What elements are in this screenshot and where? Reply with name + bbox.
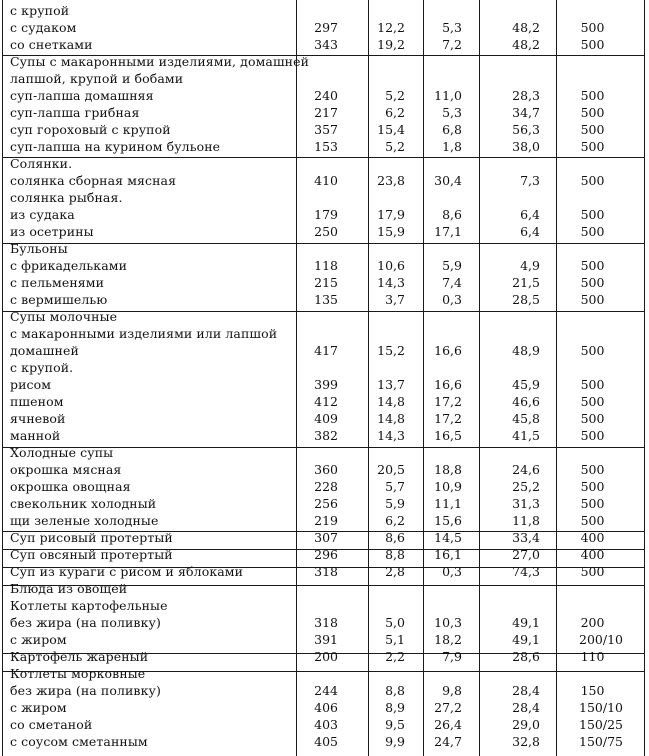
row-carbs: 4,9 [520, 258, 540, 273]
row-name: ячневой [10, 411, 66, 426]
row-name: без жира (на поливку) [10, 615, 161, 630]
row-kcal: 307 [314, 530, 338, 545]
row-name: со сметаной [10, 717, 93, 732]
row-kcal: 217 [314, 105, 338, 120]
row-protein: 5,2 [385, 139, 405, 154]
row-name: окрошка мясная [10, 462, 122, 477]
row-kcal: 357 [314, 122, 338, 137]
row-carbs: 56,3 [512, 122, 540, 137]
row-portion: 200 [580, 615, 605, 630]
row-name: свекольник холодный [10, 496, 157, 511]
row-carbs: 45,8 [512, 411, 540, 426]
row-fat: 17,1 [434, 224, 462, 239]
row-protein: 2,2 [385, 649, 405, 664]
row-name: Солянки. [10, 156, 73, 171]
row-protein: 6,2 [385, 513, 405, 528]
row-protein: 19,2 [377, 37, 405, 52]
row-kcal: 410 [314, 173, 338, 188]
group-rule [2, 243, 644, 244]
row-fat: 26,4 [434, 717, 462, 732]
row-portion: 150 [580, 683, 605, 698]
row-protein: 5,2 [385, 88, 405, 103]
row-carbs: 46,6 [512, 394, 540, 409]
row-portion: 500 [580, 20, 605, 35]
row-fat: 8,6 [442, 207, 462, 222]
row-name: солянка сборная мясная [10, 173, 177, 188]
row-kcal: 179 [314, 207, 338, 222]
row-name: Блюда из овощей [10, 581, 128, 596]
row-portion: 500 [580, 139, 605, 154]
row-portion: 500 [580, 377, 605, 392]
row-name: щи зеленые холодные [10, 513, 159, 528]
row-protein: 8,9 [385, 700, 405, 715]
row-fat: 18,8 [434, 462, 462, 477]
row-name: Бульоны [10, 241, 68, 256]
row-carbs: 28,3 [512, 88, 540, 103]
row-carbs: 49,1 [512, 615, 540, 630]
row-portion: 150/25 [579, 717, 623, 732]
row-fat: 24,7 [434, 734, 462, 749]
row-fat: 5,3 [442, 105, 462, 120]
row-portion: 500 [580, 207, 605, 222]
row-name: Суп из кураги с рисом и яблоками [10, 564, 244, 579]
row-protein: 2,8 [385, 564, 405, 579]
row-carbs: 34,7 [512, 105, 540, 120]
row-kcal: 200 [314, 649, 338, 664]
row-name: Суп овсяный протертый [10, 547, 173, 562]
row-name: Супы с макаронными изделиями, домашней [10, 54, 310, 69]
row-protein: 9,9 [385, 734, 405, 749]
row-protein: 15,2 [377, 343, 405, 358]
row-portion: 500 [580, 428, 605, 443]
row-carbs: 28,5 [512, 292, 540, 307]
row-name: с крупой. [10, 360, 74, 375]
row-fat: 17,2 [434, 411, 462, 426]
group-rule [2, 157, 644, 158]
row-portion: 500 [580, 173, 605, 188]
row-kcal: 228 [314, 479, 338, 494]
row-fat: 10,9 [434, 479, 462, 494]
row-carbs: 27,0 [512, 547, 540, 562]
row-name: с вермишелью [10, 292, 108, 307]
row-kcal: 250 [314, 224, 338, 239]
row-kcal: 219 [314, 513, 338, 528]
row-portion: 500 [580, 88, 605, 103]
row-name: домашней [10, 343, 79, 358]
row-carbs: 45,9 [512, 377, 540, 392]
row-fat: 30,4 [434, 173, 462, 188]
row-kcal: 296 [314, 547, 338, 562]
row-carbs: 48,9 [512, 343, 540, 358]
row-protein: 23,8 [377, 173, 405, 188]
row-protein: 14,3 [377, 275, 405, 290]
row-name: с фрикадельками [10, 258, 128, 273]
column-rule-right [644, 0, 645, 756]
row-name: Картофель жареный [10, 649, 149, 664]
row-fat: 5,9 [442, 258, 462, 273]
row-name: солянка рыбная. [10, 190, 123, 205]
row-name: суп-лапша грибная [10, 105, 140, 120]
row-fat: 16,1 [434, 547, 462, 562]
row-portion: 500 [580, 479, 605, 494]
row-carbs: 49,1 [512, 632, 540, 647]
row-fat: 7,9 [442, 649, 462, 664]
row-fat: 27,2 [434, 700, 462, 715]
row-name: с жиром [10, 700, 67, 715]
row-fat: 11,0 [434, 88, 462, 103]
row-carbs: 29,0 [512, 717, 540, 732]
row-kcal: 318 [314, 615, 338, 630]
row-fat: 9,8 [442, 683, 462, 698]
row-carbs: 6,4 [520, 207, 540, 222]
row-kcal: 382 [314, 428, 338, 443]
row-name: Котлеты картофельные [10, 598, 168, 613]
row-portion: 500 [580, 292, 605, 307]
row-carbs: 28,4 [512, 700, 540, 715]
row-kcal: 409 [314, 411, 338, 426]
row-portion: 400 [580, 530, 605, 545]
row-portion: 110 [580, 649, 605, 664]
row-portion: 400 [580, 547, 605, 562]
row-name: Котлеты морковные [10, 666, 146, 681]
row-carbs: 38,0 [512, 139, 540, 154]
row-fat: 1,8 [442, 139, 462, 154]
row-carbs: 74,3 [512, 564, 540, 579]
row-kcal: 256 [314, 496, 338, 511]
row-portion: 500 [580, 411, 605, 426]
row-fat: 0,3 [442, 564, 462, 579]
row-portion: 150/10 [579, 700, 623, 715]
row-name: с пельменями [10, 275, 105, 290]
row-protein: 17,9 [377, 207, 405, 222]
row-protein: 15,4 [377, 122, 405, 137]
row-kcal: 360 [314, 462, 338, 477]
row-portion: 500 [580, 513, 605, 528]
row-name: с крупой [10, 3, 70, 18]
row-fat: 16,6 [434, 377, 462, 392]
row-fat: 16,6 [434, 343, 462, 358]
row-fat: 0,3 [442, 292, 462, 307]
row-protein: 12,2 [377, 20, 405, 35]
row-kcal: 405 [314, 734, 338, 749]
row-fat: 16,5 [434, 428, 462, 443]
row-name: с жиром [10, 632, 67, 647]
row-name: без жира (на поливку) [10, 683, 161, 698]
row-kcal: 406 [314, 700, 338, 715]
row-carbs: 31,3 [512, 496, 540, 511]
row-protein: 5,1 [385, 632, 405, 647]
row-name: с судаком [10, 20, 77, 35]
row-name: из судака [10, 207, 75, 222]
row-protein: 6,2 [385, 105, 405, 120]
row-kcal: 412 [314, 394, 338, 409]
row-protein: 13,7 [377, 377, 405, 392]
row-name: с соусом сметанным [10, 734, 148, 749]
row-portion: 500 [580, 496, 605, 511]
row-carbs: 24,6 [512, 462, 540, 477]
row-fat: 7,4 [442, 275, 462, 290]
row-protein: 20,5 [377, 462, 405, 477]
row-portion: 500 [580, 343, 605, 358]
row-carbs: 41,5 [512, 428, 540, 443]
row-portion: 500 [580, 224, 605, 239]
row-name: рисом [10, 377, 52, 392]
row-carbs: 21,5 [512, 275, 540, 290]
row-fat: 14,5 [434, 530, 462, 545]
row-portion: 500 [580, 105, 605, 120]
row-protein: 5,0 [385, 615, 405, 630]
row-fat: 6,8 [442, 122, 462, 137]
row-name: суп гороховый с крупой [10, 122, 171, 137]
row-protein: 8,8 [385, 683, 405, 698]
row-kcal: 297 [314, 20, 338, 35]
row-portion: 500 [580, 394, 605, 409]
row-kcal: 399 [314, 377, 338, 392]
row-carbs: 33,4 [512, 530, 540, 545]
row-carbs: 6,4 [520, 224, 540, 239]
row-kcal: 135 [314, 292, 338, 307]
row-protein: 15,9 [377, 224, 405, 239]
row-fat: 18,2 [434, 632, 462, 647]
row-carbs: 25,2 [512, 479, 540, 494]
row-carbs: 7,3 [520, 173, 540, 188]
row-portion: 500 [580, 258, 605, 273]
row-protein: 14,3 [377, 428, 405, 443]
row-portion: 500 [580, 275, 605, 290]
row-portion: 500 [580, 37, 605, 52]
row-protein: 9,5 [385, 717, 405, 732]
row-fat: 10,3 [434, 615, 462, 630]
column-rule-4 [479, 0, 480, 756]
row-kcal: 244 [314, 683, 338, 698]
row-name: манной [10, 428, 61, 443]
row-protein: 14,8 [377, 394, 405, 409]
row-kcal: 417 [314, 343, 338, 358]
row-portion: 200/10 [579, 632, 623, 647]
row-protein: 3,7 [385, 292, 405, 307]
row-name: Холодные супы [10, 445, 114, 460]
row-name: Суп рисовый протертый [10, 530, 173, 545]
row-carbs: 48,2 [512, 20, 540, 35]
row-carbs: 48,2 [512, 37, 540, 52]
row-kcal: 240 [314, 88, 338, 103]
row-kcal: 403 [314, 717, 338, 732]
row-name: пшеном [10, 394, 64, 409]
row-protein: 5,9 [385, 496, 405, 511]
row-fat: 7,2 [442, 37, 462, 52]
row-portion: 500 [580, 564, 605, 579]
row-portion: 500 [580, 122, 605, 137]
row-protein: 8,8 [385, 547, 405, 562]
row-name: суп-лапша на курином бульоне [10, 139, 221, 154]
row-carbs: 28,6 [512, 649, 540, 664]
row-name: с макаронными изделиями или лапшой [10, 326, 278, 341]
row-name: лапшой, крупой и бобами [10, 71, 184, 86]
row-fat: 17,2 [434, 394, 462, 409]
row-name: суп-лапша домашняя [10, 88, 154, 103]
row-portion: 150/75 [579, 734, 623, 749]
row-carbs: 32,8 [512, 734, 540, 749]
row-protein: 10,6 [377, 258, 405, 273]
row-carbs: 28,4 [512, 683, 540, 698]
row-name: из осетрины [10, 224, 94, 239]
row-kcal: 153 [314, 139, 338, 154]
row-fat: 5,3 [442, 20, 462, 35]
row-protein: 8,6 [385, 530, 405, 545]
row-fat: 11,1 [434, 496, 462, 511]
row-name: со снетками [10, 37, 93, 52]
row-kcal: 391 [314, 632, 338, 647]
column-rule-5 [556, 0, 557, 756]
column-rule-left [2, 0, 3, 756]
row-kcal: 343 [314, 37, 338, 52]
row-name: Супы молочные [10, 309, 118, 324]
row-fat: 15,6 [434, 513, 462, 528]
row-kcal: 215 [314, 275, 338, 290]
row-carbs: 11,8 [512, 513, 540, 528]
row-portion: 500 [580, 462, 605, 477]
row-kcal: 318 [314, 564, 338, 579]
row-protein: 5,7 [385, 479, 405, 494]
row-name: окрошка овощная [10, 479, 131, 494]
row-kcal: 118 [314, 258, 338, 273]
row-protein: 14,8 [377, 411, 405, 426]
